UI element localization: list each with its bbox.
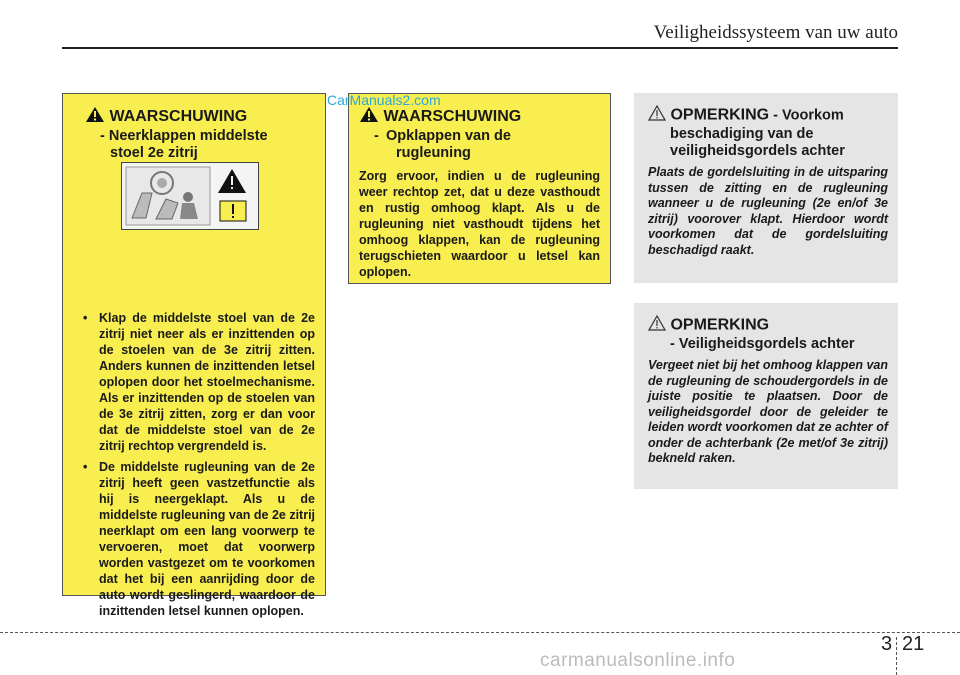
warning-triangle-icon [359, 106, 379, 128]
seat-illustration [121, 162, 259, 230]
warning-body: Zorg ervoor, indien u de rugleuning weer rechtop zet, dat u deze vasthoudt en rustig omhoog klapt. Als u de rugleuning niet vasthoudt tijdens het omhoog klappen, kan de rugleuning terugschieten waardoor u letsel kan oplopen. [359, 169, 600, 279]
warning-title: WAARSCHUWING [109, 108, 248, 126]
note-body: Plaats de gordelsluiting in de uitsparing tussen de zitting en de rugleuning wanneer u de rugleuning (2e en/of 3e zitrij) voorover klapt. Hierdoor wordt voorkomen dat de gordelsluiting beschadigd raakt. [648, 165, 888, 257]
warning-box-folding-middle-seat [62, 93, 326, 618]
list-item: • De middelste rugleuning van de 2e zitrij heeft geen vastzetfunctie als hij is neergeklapt. Als u de middelste rugleuning van de 2e zitrij neerklapt om een lang voorwerp te vervoeren, moet dat voorwerp worden vastgezet om te voorkomen dat het bij een aanrijding door de auto wordt geslingerd, waardoor de inzittenden letsel kunnen oplopen. [75, 459, 315, 619]
list-item: • Klap de middelste stoel van de 2e zitrij niet neer als er inzittenden op de stoelen van de 3e zitrij zitten. Anders kunnen de inzittenden letsel oplopen door het stoelmechanisme. Als er inzittenden op de stoelen van de 3e zitrij zitten, zorg er dan voor dat de middelste stoel van de 2e zitrij rechtop vergrendeld is. [75, 310, 315, 454]
warning-title: WAARSCHUWING [383, 108, 522, 126]
caution-triangle-icon [648, 315, 666, 336]
watermark-top: CarManuals2.com [327, 92, 441, 108]
note-body: Vergeet niet bij het omhoog klappen van de rugleuning de schoudergordels in de juiste positie te plaatsen. Door de veiligheidsgordel door de geleider te leiden wordt voorkomen dat ze achter of onder de achterbank (2e met/of 3e zitrij) bekneld raken. [648, 358, 888, 465]
warning-box-backrest [348, 93, 611, 284]
chapter-number: 3 [881, 633, 893, 655]
watermark-bottom: carmanualsonline.info [540, 650, 736, 671]
caution-triangle-icon [648, 105, 666, 126]
header-title: Veiligheidssysteem van uw auto [653, 22, 898, 43]
note-box-belt-damage: OPMERKING - Voorkom beschadiging van de veiligheidsgordels achter Plaats de gordelsluiting in de uitsparing tussen de zitting en de rugleuning wanneer u de rugleuning (2e en/of 3e zitrij) voorover klapt. Hierdoor wordt voorkomen dat de gordelsluiting beschadigd raakt. [634, 93, 898, 283]
note-title: OPMERKING [670, 106, 770, 124]
note-title: OPMERKING [670, 316, 770, 334]
note-subtitle: beschadiging van de veiligheidsgordels achter [670, 126, 845, 159]
header-rule [62, 47, 898, 49]
footer-rule [0, 632, 960, 633]
note-box-rear-belts [634, 303, 898, 489]
warning-subtitle: - Neerklappen middelste stoel 2e zitrij [100, 128, 268, 161]
warning-triangle-icon [85, 106, 105, 128]
note-subtitle: - Veiligheidsgordels achter [670, 336, 855, 352]
warning-bullet-list [75, 310, 315, 619]
warning-subtitle: - Opklappen van de rugleuning [374, 128, 511, 161]
page-number: 21 [902, 633, 925, 655]
page-number-divider [896, 637, 897, 675]
